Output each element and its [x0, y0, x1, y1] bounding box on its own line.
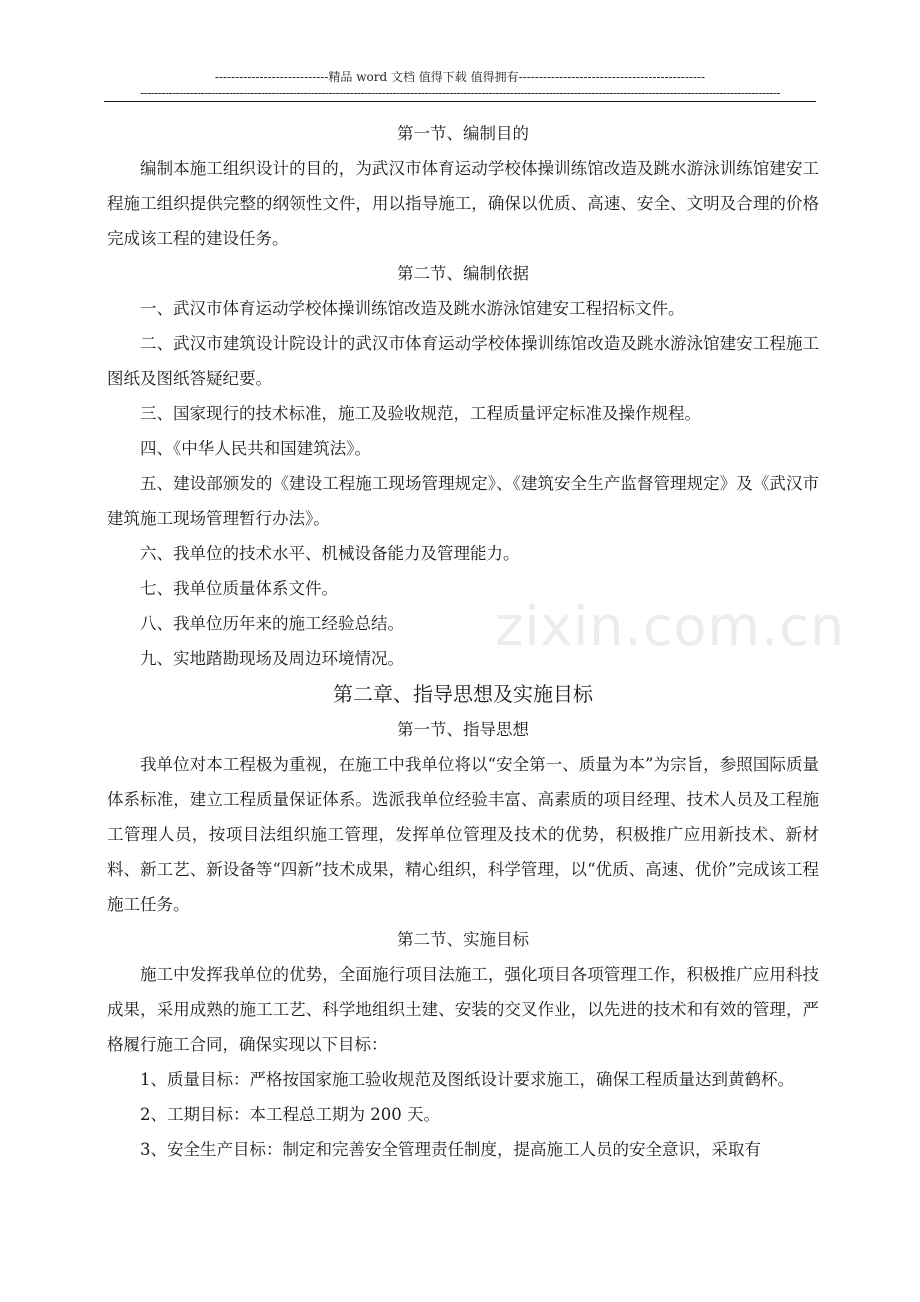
page-header-dashes: ------------------------------------------------------------------------------------------------------------------------------------------------------------------------------------	[140, 86, 780, 100]
paragraph: 我单位对本工程极为重视，在施工中我单位将以“安全第一、质量为本”为宗旨，参照国际质量体系标准，建立工程质量保证体系。选派我单位经验丰富、高素质的项目经理、技术人员及工程施工管理人员，按项目法组织施工管理，发挥单位管理及技术的优势，积极推广应用新技术、新材料、新工艺、新设备等“四新”技术成果，精心组织，科学管理，以“优质、高速、优价”完成该工程施工任务。	[107, 755, 819, 914]
paragraph: 2、工期目标：本工程总工期为 200 天。	[140, 1105, 440, 1124]
paragraph: 五、建设部颁发的《建设工程施工现场管理规定》、《建筑安全生产监督管理规定》及《武汉市建筑施工现场管理暂行办法》。	[107, 474, 819, 528]
paragraph: 一、武汉市体育运动学校体操训练馆改造及跳水游泳馆建安工程招标文件。	[140, 299, 685, 318]
section-heading: 第二节、实施目标	[397, 930, 529, 949]
paragraph: 三、国家现行的技术标准，施工及验收规范，工程质量评定标准及操作规程。	[140, 404, 701, 423]
page-header-top: ----------------------------精品 word 文档 值得下载 值得拥有----------------------------------------------	[214, 70, 706, 84]
header-rule	[104, 101, 816, 102]
paragraph: 八、我单位历年来的施工经验总结。	[140, 614, 404, 633]
section-heading: 第二节、编制依据	[397, 264, 529, 283]
section-heading: 第一节、编制目的	[397, 124, 529, 143]
paragraph: 施工中发挥我单位的优势，全面施行项目法施工，强化项目各项管理工作，积极推广应用科技成果，采用成熟的施工工艺、科学地组织土建、安装的交叉作业，以先进的技术和有效的管理，严格履行施工合同，确保实现以下目标：	[107, 965, 819, 1054]
paragraph: 编制本施工组织设计的目的，为武汉市体育运动学校体操训练馆改造及跳水游泳训练馆建安工程施工组织提供完整的纲领性文件，用以指导施工，确保以优质、高速、安全、文明及合理的价格完成该工程的建设任务。	[107, 159, 819, 248]
paragraph: 六、我单位的技术水平、机械设备能力及管理能力。	[140, 544, 520, 563]
paragraph: 七、我单位质量体系文件。	[140, 579, 338, 598]
watermark: zixin.com.cn	[495, 595, 846, 658]
paragraph: 四、《中华人民共和国建筑法》。	[140, 439, 371, 458]
paragraph: 九、实地踏勘现场及周边环境情况。	[140, 649, 404, 668]
paragraph: 二、武汉市建筑设计院设计的武汉市体育运动学校体操训练馆改造及跳水游泳馆建安工程施工图纸及图纸答疑纪要。	[107, 334, 819, 388]
section-heading: 第一节、指导思想	[397, 720, 529, 739]
paragraph: 1、质量目标：严格按国家施工验收规范及图纸设计要求施工，确保工程质量达到黄鹤杯。	[140, 1070, 794, 1089]
paragraph: 3、安全生产目标：制定和完善安全管理责任制度，提高施工人员的安全意识，采取有	[140, 1140, 761, 1159]
chapter-heading: 第二章、指导思想及实施目标	[333, 682, 593, 706]
